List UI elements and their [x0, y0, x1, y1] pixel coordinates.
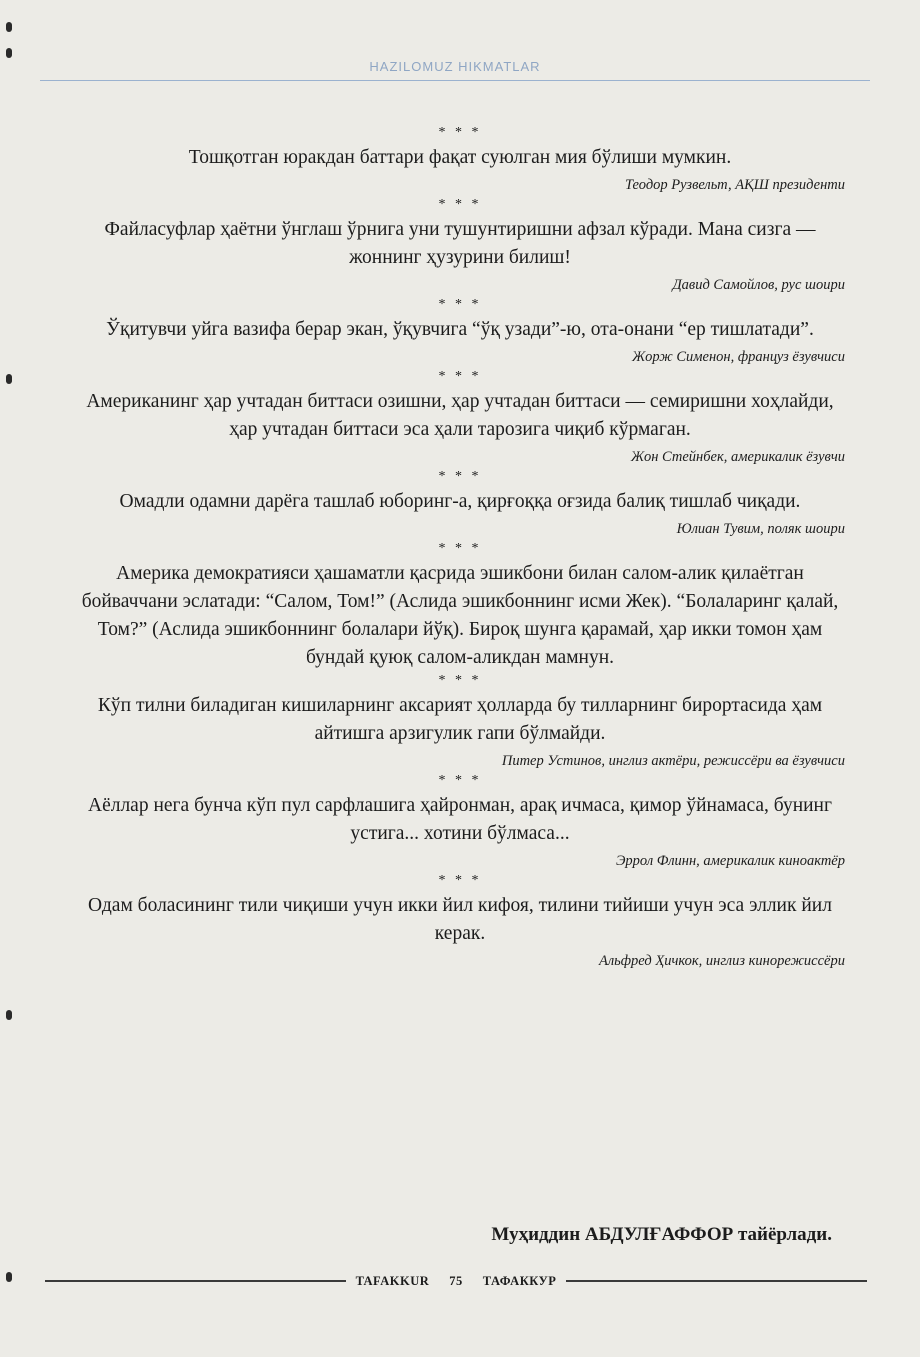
header-title: HAZILOMUZ HIKMATLAR	[369, 59, 541, 74]
running-header	[40, 58, 870, 81]
quote-author: Теодор Рузвельт, АҚШ президенти	[625, 177, 845, 193]
quote-text: Ўқитувчи уйга вазифа берар экан, ўқувчига “ўқ узади”-ю, ота-онани “ер тишлатади”.	[106, 319, 814, 340]
quote-text: Америка демократияси ҳашаматли қасрида эшикбони билан салом-алик қилаётган бойваччани эслатади: “Салом, Том!” (Аслида эшикбоннинг исми Жек). “Болаларинг қалай, Том?” (Аслида эшикбоннинг болалари йўқ). Бироқ шунга қарамай, ҳар икки томон ҳам бундай қуюқ салом-аликдан мамнун.	[81, 563, 839, 668]
page-number: 75	[449, 1273, 463, 1288]
separator-stars: * * *	[438, 773, 482, 788]
separator-stars: * * *	[438, 125, 482, 140]
binding-hole	[6, 1010, 12, 1020]
quote-author: Жон Стейнбек, америкалик ёзувчи	[630, 449, 845, 465]
quotes-list	[75, 124, 845, 972]
compiler-credit: Муҳиддин АБДУЛҒАФФОР тайёрлади.	[491, 1224, 832, 1245]
quote-text: Одам боласининг тили чиқиши учун икки йил кифоя, тилини тийиши учун эса эллик йил керак.	[88, 895, 832, 944]
binding-hole	[6, 48, 12, 58]
binding-hole	[6, 22, 12, 32]
quote-author: Эррол Флинн, америкалик киноактёр	[615, 853, 845, 869]
page-footer	[45, 1272, 867, 1290]
quote-item	[75, 468, 845, 540]
footer-rule	[566, 1280, 867, 1282]
separator-stars: * * *	[438, 369, 482, 384]
separator-stars: * * *	[438, 469, 482, 484]
quote-author: Юлиан Тувим, поляк шоири	[676, 521, 845, 537]
quote-item	[75, 672, 845, 772]
quote-text: Американинг ҳар учтадан биттаси озишни, ҳар учтадан биттаси — семиришни хоҳлайди, ҳар учтадан биттаси эса ҳали тарозига чиқиб кўрмаган.	[86, 391, 834, 440]
quote-item	[75, 368, 845, 468]
quote-item	[75, 196, 845, 296]
separator-stars: * * *	[438, 541, 482, 556]
quote-author: Давид Самойлов, рус шоири	[672, 277, 845, 293]
footer-rule	[45, 1280, 346, 1282]
quote-item	[75, 772, 845, 872]
quote-text: Омадли одамни дарёга ташлаб юборинг-а, қирғоққа оғзида балиқ тишлаб чиқади.	[119, 491, 801, 512]
binding-hole	[6, 1272, 12, 1282]
footer-journal-latin: TAFAKKUR	[355, 1273, 430, 1288]
quote-item	[75, 124, 845, 196]
quote-author: Альфред Ҳичкок, инглиз кинорежиссёри	[598, 953, 845, 969]
footer-journal-cyrillic: ТАФАККУР	[482, 1273, 557, 1288]
separator-stars: * * *	[438, 873, 482, 888]
quote-text: Файласуфлар ҳаётни ўнглаш ўрнига уни тушунтиришни афзал кўради. Мана сизга — жоннинг ҳузурини билиш!	[104, 219, 816, 268]
quote-text: Аёллар нега бунча кўп пул сарфлашига ҳайронман, арақ ичмаса, қимор ўйнамаса, бунинг устига... хотини бўлмаса...	[87, 795, 832, 844]
separator-stars: * * *	[438, 197, 482, 212]
quote-author: Жорж Сименон, француз ёзувчиси	[632, 349, 845, 365]
quote-text: Тошқотган юракдан баттари фақат суюлган мия бўлиши мумкин.	[188, 147, 732, 168]
quote-item	[75, 296, 845, 368]
quote-author: Питер Устинов, инглиз актёри, режиссёри ва ёзувчиси	[501, 753, 845, 769]
separator-stars: * * *	[438, 297, 482, 312]
separator-stars: * * *	[438, 673, 482, 688]
binding-hole	[6, 374, 12, 384]
quote-text: Кўп тилни биладиган кишиларнинг аксарият ҳолларда бу тилларнинг бирортасида ҳам айтишга арзигулик гапи бўлмайди.	[97, 695, 823, 744]
quote-item	[75, 540, 845, 672]
quote-item	[75, 872, 845, 972]
